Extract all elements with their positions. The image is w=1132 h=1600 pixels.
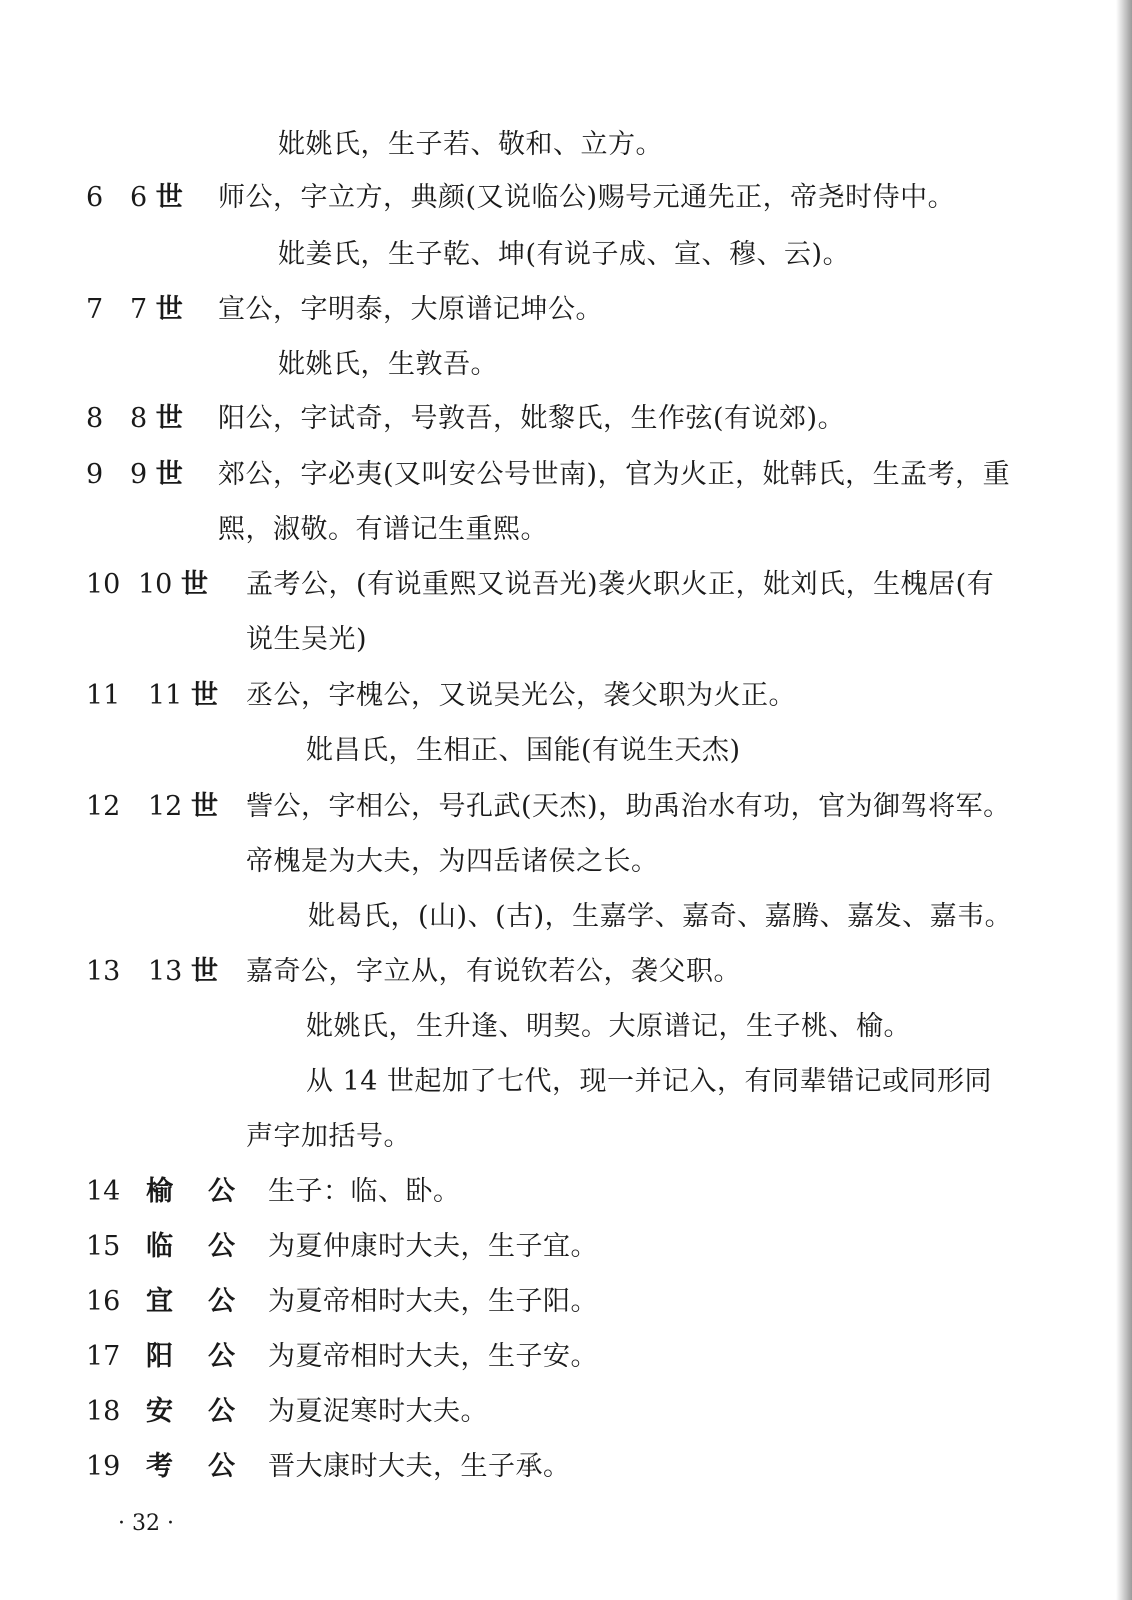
entry-14-name-1: 榆 bbox=[146, 1176, 173, 1207]
entry-9-text: 郊公，字必夷(又叫安公号世南)，官为火正，妣韩氏，生孟考，重 bbox=[218, 459, 1011, 490]
entry-8-gen-num: 8 bbox=[130, 403, 148, 434]
entry-10-number: 10 bbox=[86, 569, 121, 600]
entry-6-text: 师公，字立方，典颜(又说临公)赐号元通先正，帝尧时侍中。 bbox=[218, 182, 956, 213]
entry-6-gen-num: 6 bbox=[130, 182, 148, 213]
entry-12-gen-num: 12 bbox=[148, 791, 183, 822]
entry-13-gen-num: 13 bbox=[148, 956, 183, 987]
entry-8-gen-char: 世 bbox=[155, 403, 183, 434]
entry-5-note: 妣姚氏，生子若、敬和、立方。 bbox=[278, 129, 663, 160]
entry-15-number: 15 bbox=[86, 1231, 121, 1262]
entry-8-text: 阳公，字试奇，号敦吾，妣黎氏，生作弦(有说郊)。 bbox=[218, 403, 846, 434]
entry-10-gen-num: 10 bbox=[138, 569, 173, 600]
entry-11-note: 妣昌氏，生相正、国能(有说生天杰) bbox=[306, 735, 741, 766]
entry-18-name-1: 安 bbox=[146, 1396, 173, 1427]
entry-14-text: 生子：临、卧。 bbox=[268, 1176, 461, 1207]
entry-17-number: 17 bbox=[86, 1341, 121, 1372]
entry-6-note: 妣姜氏，生子乾、坤(有说子成、宣、穆、云)。 bbox=[278, 239, 851, 270]
entry-6-number: 6 bbox=[86, 182, 104, 213]
page-number: · 32 · bbox=[118, 1511, 174, 1536]
entry-18-number: 18 bbox=[86, 1396, 121, 1427]
entry-16-name-2: 公 bbox=[208, 1286, 235, 1317]
entry-13-gen-char: 世 bbox=[190, 956, 218, 987]
entry-12-gen-char: 世 bbox=[190, 791, 218, 822]
entry-10-text: 孟考公，(有说重熙又说吾光)袭火职火正，妣刘氏，生槐居(有 bbox=[246, 569, 995, 600]
entry-14-number: 14 bbox=[86, 1176, 121, 1207]
entry-9-number: 9 bbox=[86, 459, 104, 490]
entry-7-number: 7 bbox=[86, 294, 104, 325]
entry-6-gen-char: 世 bbox=[155, 182, 183, 213]
entry-12-generation bbox=[148, 789, 218, 825]
entry-7-generation bbox=[130, 292, 183, 328]
entry-16-name-1: 宜 bbox=[146, 1286, 173, 1317]
entry-13-text: 嘉奇公，字立从，有说钦若公，袭父职。 bbox=[246, 956, 741, 987]
entry-6-generation bbox=[130, 180, 183, 216]
entry-19-name-2: 公 bbox=[208, 1451, 235, 1482]
entry-11-number: 11 bbox=[86, 680, 121, 711]
entry-11-gen-num: 11 bbox=[148, 680, 183, 711]
entry-12-text: 訾公，字相公，号孔武(天杰)，助禹治水有功，官为御驾将军。 bbox=[246, 791, 1011, 822]
entry-8-number: 8 bbox=[86, 403, 104, 434]
entry-19-number: 19 bbox=[86, 1451, 121, 1482]
entry-18-text: 为夏浞寒时大夫。 bbox=[268, 1396, 488, 1427]
entry-13-note: 妣姚氏，生升逢、明契。大原谱记，生子桃、榆。 bbox=[306, 1011, 911, 1042]
editorial-note: 从 14 世起加了七代，现一并记入，有同辈错记或同形同 bbox=[306, 1066, 993, 1097]
entry-15-name-2: 公 bbox=[208, 1231, 235, 1262]
entry-16-text: 为夏帝相时大夫，生子阳。 bbox=[268, 1286, 598, 1317]
entry-9-gen-num: 9 bbox=[130, 459, 148, 490]
entry-8-generation bbox=[130, 401, 183, 437]
entry-10-text-continued: 说生吴光) bbox=[246, 624, 368, 655]
entry-13-generation bbox=[148, 954, 218, 990]
entry-14-name-2: 公 bbox=[208, 1176, 235, 1207]
entry-17-text: 为夏帝相时大夫，生子安。 bbox=[268, 1341, 598, 1372]
entry-17-name-2: 公 bbox=[208, 1341, 235, 1372]
entry-16-number: 16 bbox=[86, 1286, 121, 1317]
entry-7-gen-char: 世 bbox=[155, 294, 183, 325]
entry-11-text: 丞公，字槐公，又说吴光公，袭父职为火正。 bbox=[246, 680, 796, 711]
entry-10-gen-char: 世 bbox=[180, 569, 208, 600]
entry-15-text: 为夏仲康时大夫，生子宜。 bbox=[268, 1231, 598, 1262]
entry-13-number: 13 bbox=[86, 956, 121, 987]
entry-15-name-1: 临 bbox=[146, 1231, 173, 1262]
entry-12-note: 妣曷氏，(山)、(古)，生嘉学、嘉奇、嘉腾、嘉发、嘉韦。 bbox=[308, 901, 1013, 932]
entry-9-generation bbox=[130, 457, 183, 493]
entry-9-gen-char: 世 bbox=[155, 459, 183, 490]
entry-17-name-1: 阳 bbox=[146, 1341, 173, 1372]
entry-19-text: 晋大康时大夫，生子承。 bbox=[268, 1451, 571, 1482]
entry-12-text-continued: 帝槐是为大夫，为四岳诸侯之长。 bbox=[246, 846, 659, 877]
entry-7-note: 妣姚氏，生敦吾。 bbox=[278, 349, 498, 380]
entry-7-gen-num: 7 bbox=[130, 294, 148, 325]
entry-12-number: 12 bbox=[86, 791, 121, 822]
entry-7-text: 宣公，字明泰，大原谱记坤公。 bbox=[218, 294, 603, 325]
entry-19-name-1: 考 bbox=[146, 1451, 173, 1482]
editorial-note-continued: 声字加括号。 bbox=[246, 1121, 411, 1152]
entry-10-generation bbox=[138, 567, 208, 603]
entry-11-gen-char: 世 bbox=[190, 680, 218, 711]
entry-9-text-continued: 熙，淑敬。有谱记生重熙。 bbox=[218, 514, 548, 545]
entry-11-generation bbox=[148, 678, 218, 714]
entry-18-name-2: 公 bbox=[208, 1396, 235, 1427]
